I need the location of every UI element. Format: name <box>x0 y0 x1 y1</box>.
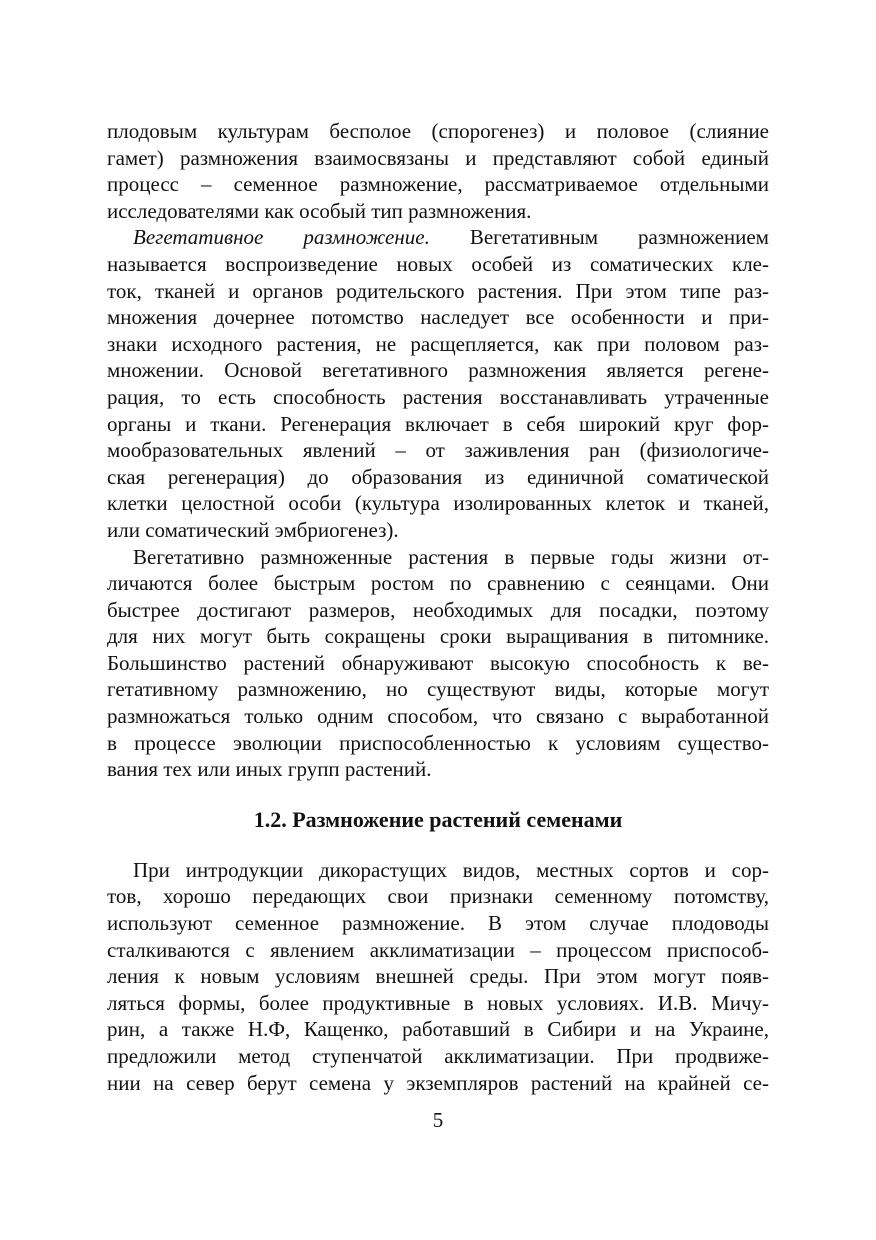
text-line: плодовым культурам бесполое (спорогенез) и половое (слияние <box>107 119 769 143</box>
text-line: используют семенное размножение. В этом случае плодоводы <box>107 911 769 936</box>
paragraph-lead-term: Вегетативное размножение. <box>133 225 430 250</box>
text-line: рин, а также Н.Ф, Кащенко, работавший в Сибири и на Украине, <box>107 1017 769 1042</box>
text-line: Вегетативно размноженные растения в первые годы жизни от- <box>133 544 769 569</box>
text-line: клетки целостной особи (культура изолированных клеток и тканей, <box>107 491 769 516</box>
text-line: размножаться только одним способом, что связано с выработанной <box>107 704 769 729</box>
text-line: предложили метод ступенчатой акклиматизации. При продвиже- <box>107 1044 769 1068</box>
text-line: или соматический эмбриогенез). <box>107 517 399 542</box>
text-line: При интродукции дикорастущих видов, местных сортов и сор- <box>133 857 769 882</box>
text-line: гамет) размножения взаимосвязаны и представляют собой единый <box>107 145 769 170</box>
text-line: рация, то есть способность растения восстанавливать утраченные <box>107 384 769 409</box>
text-line-rest: Вегетативным размножением <box>429 225 769 250</box>
text-line: быстрее достигают размеров, необходимых для посадки, поэтому <box>107 597 769 622</box>
text-line <box>107 224 769 251</box>
text-line: вания тех или иных групп растений. <box>107 757 432 782</box>
text-line: для них могут быть сокращены сроки выращивания в питомнике. <box>107 624 769 649</box>
text-line: Большинство растений обнаруживают высокую способность к ве- <box>107 650 769 675</box>
text-line: ская регенерация) до образования из единичной соматической <box>107 464 769 489</box>
text-line: в процессе эволюции приспособленностью к условиям существо- <box>107 730 769 755</box>
text-line: исследователями как особый тип размножения. <box>107 198 532 223</box>
text-line: называется воспроизведение новых особей из соматических кле- <box>107 251 769 276</box>
text-line: мообразовательных явлений – от заживления ран (физиологиче- <box>107 438 769 463</box>
paragraph-continuation <box>107 118 769 224</box>
page-number: 5 <box>432 1108 444 1132</box>
paragraph-vegetative-reproduction <box>107 224 769 543</box>
text-line: множения дочернее потомство наследует все особенности и при- <box>107 305 769 330</box>
text-line: процесс – семенное размножение, рассматриваемое отдельными <box>107 172 769 197</box>
page-body <box>107 118 769 1096</box>
text-line: множении. Основой вегетативного размножения является регене- <box>107 358 769 383</box>
text-line: нии на север берут семена у экземпляров растений на крайней се- <box>107 1070 769 1095</box>
text-line: органы и ткани. Регенерация включает в себя широкий круг фор- <box>107 411 769 436</box>
text-line: ляться формы, более продуктивные в новых условиях. И.В. Мичу- <box>107 990 769 1015</box>
text-line: ления к новым условиям внешней среды. При этом могут появ- <box>107 964 769 989</box>
text-line: ток, тканей и органов родительского растения. При этом типе раз- <box>107 278 769 303</box>
paragraph-seed-reproduction <box>107 857 769 1096</box>
text-line: тов, хорошо передающих свои признаки семенному потомству, <box>107 884 769 909</box>
text-line: сталкиваются с явлением акклиматизации – процессом приспособ- <box>107 937 769 962</box>
text-line: знаки исходного растения, не расщепляется, как при половом раз- <box>107 331 769 356</box>
text-line: гетативному размножению, но существуют виды, которые могут <box>107 677 769 702</box>
paragraph-vegetative-advantages <box>107 544 769 783</box>
text-line: личаются более быстрым ростом по сравнению с сеянцами. Они <box>107 571 769 596</box>
section-heading: 1.2. Размножение растений семенами <box>253 806 623 832</box>
